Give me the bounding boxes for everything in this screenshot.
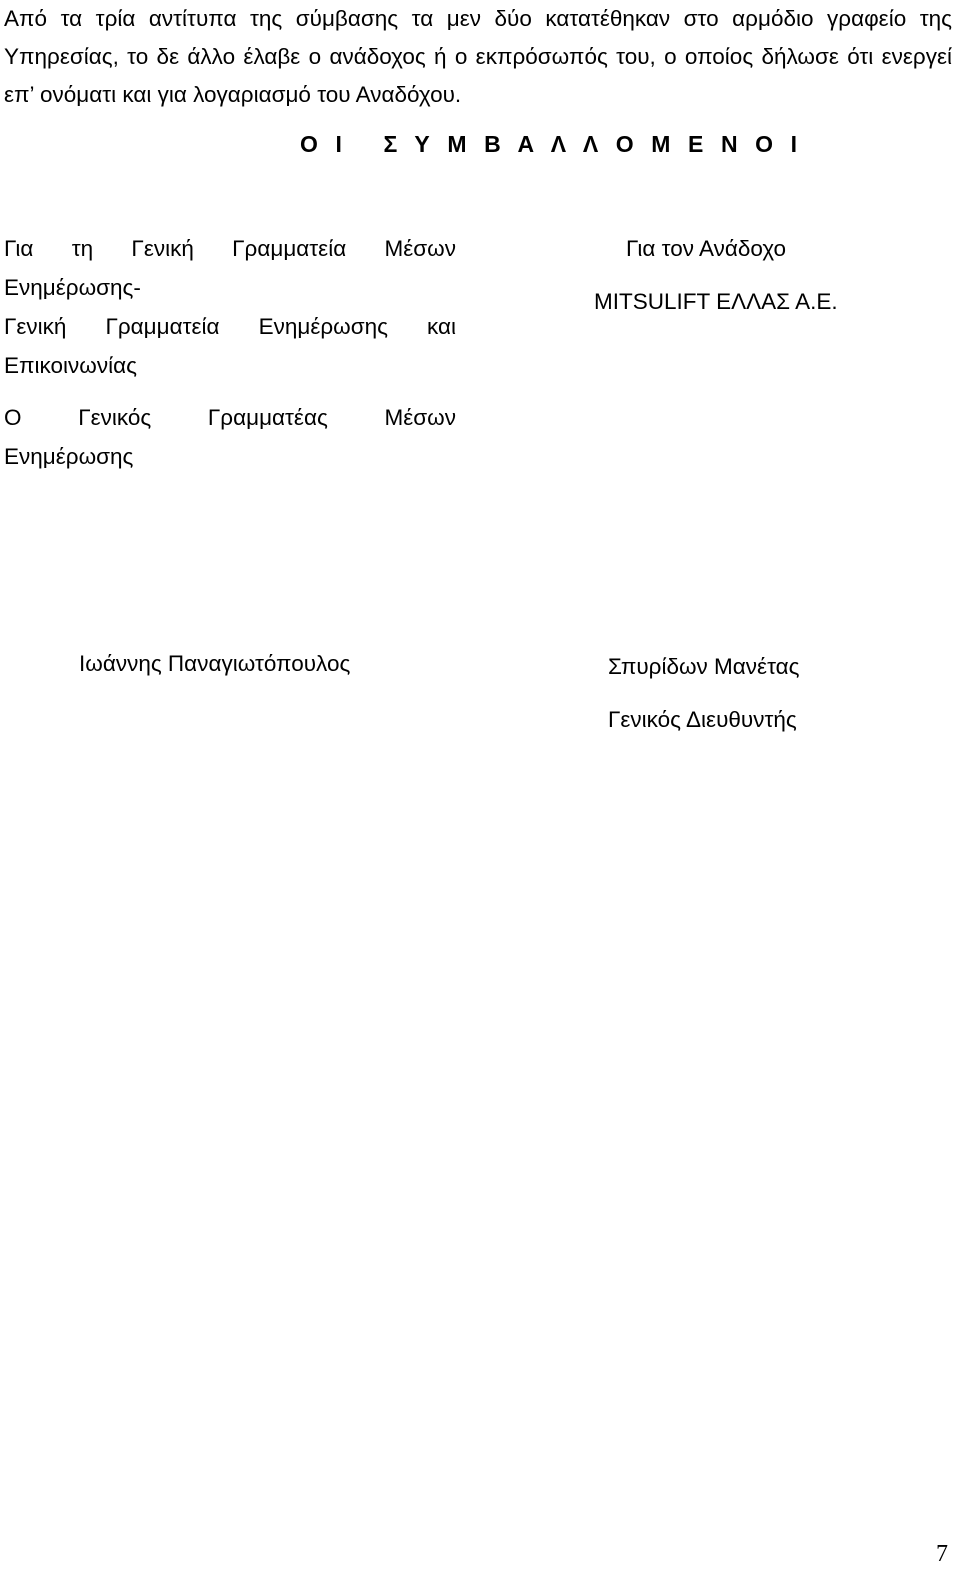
left-party-line-3: Γενική Γραμματεία Ενημέρωσης και <box>4 314 456 339</box>
left-party-line-4: Επικοινωνίας <box>4 353 137 378</box>
left-signatory-line-1: Ο Γενικός Γραμματέας Μέσων <box>4 405 456 430</box>
left-signatory-name: Ιωάννης Παναγιωτόπουλος <box>79 651 351 676</box>
page-number: 7 <box>936 1541 948 1567</box>
right-signatory-title: Γενικός Διευθυντής <box>608 707 797 732</box>
closing-paragraph: Από τα τρία αντίτυπα της σύμβασης τα μεν δύο κατατέθηκαν στο αρμόδιο γραφείο της Υπηρεσίας, το δε άλλο έλαβε ο ανάδοχος ή ο εκπρόσωπός του, ο οποίος δήλωσε ότι ενεργεί επ’ ονόματι και για λογαριασμό του Αναδόχου. <box>4 6 952 107</box>
left-signatory-line-2: Ενημέρωσης <box>4 444 134 469</box>
right-party-block <box>594 229 894 321</box>
contractor-company: MITSULIFT ΕΛΛΑΣ Α.Ε. <box>594 289 838 314</box>
left-party-line-2: Ενημέρωσης- <box>4 275 141 300</box>
left-party-block <box>4 229 456 476</box>
contracting-parties-heading: Ο Ι Σ Υ Μ Β Α Λ Λ Ο Μ Ε Ν Ο Ι <box>300 131 803 157</box>
left-party-line-1: Για τη Γενική Γραμματεία Μέσων <box>4 236 456 261</box>
right-signature-block <box>608 648 800 739</box>
block-spacer <box>4 385 456 398</box>
contractor-label: Για τον Ανάδοχο <box>626 236 787 261</box>
right-signatory-name: Σπυρίδων Μανέτας <box>608 654 800 679</box>
